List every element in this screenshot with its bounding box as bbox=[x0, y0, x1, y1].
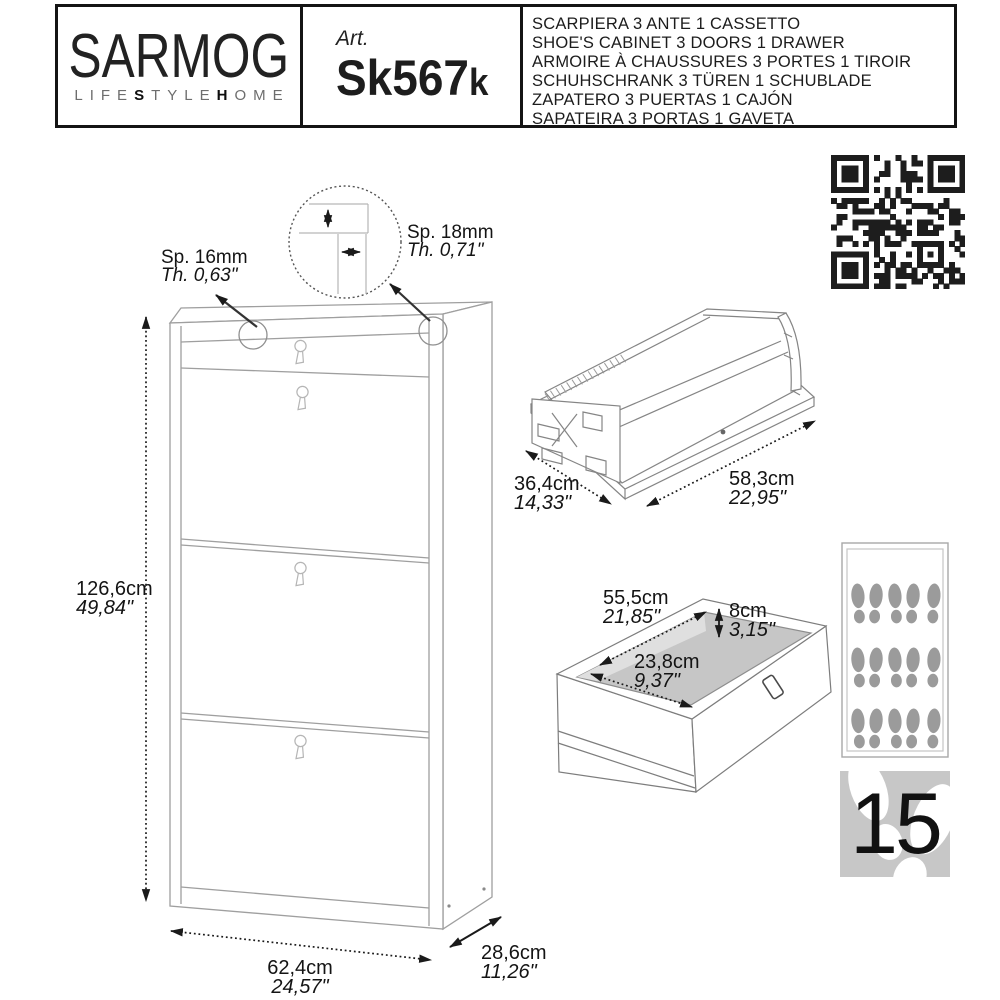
flap-depth-label bbox=[514, 475, 580, 513]
width-dim-label bbox=[246, 959, 354, 997]
width-dim-line bbox=[171, 931, 431, 960]
product-name-line: SHOE'S CABINET 3 DOORS 1 DRAWER bbox=[532, 33, 845, 52]
detail-magnifier-circle bbox=[289, 186, 401, 298]
drawer-width-metric: 55,5cm bbox=[603, 587, 669, 609]
flap-width-imperial: 22,95" bbox=[729, 487, 787, 509]
drawer-width-label bbox=[603, 589, 669, 627]
product-name-line: ARMOIRE À CHAUSSURES 3 PORTES 1 TIROIR bbox=[532, 52, 912, 71]
height-imperial: 49,84" bbox=[76, 597, 134, 619]
drawer-height-label bbox=[729, 602, 775, 640]
thickness-16-label bbox=[161, 249, 248, 284]
thickness-16-metric: Sp. 16mm bbox=[161, 247, 248, 268]
capacity-count: 15 bbox=[850, 775, 940, 872]
width-imperial: 24,57" bbox=[271, 976, 329, 998]
flap-width-metric: 58,3cm bbox=[729, 468, 795, 490]
drawer-drawing bbox=[557, 599, 831, 792]
cabinet-front-face bbox=[170, 314, 443, 929]
product-name-line: SAPATEIRA 3 PORTAS 1 GAVETA bbox=[532, 109, 795, 128]
article-code-main: Sk567 bbox=[336, 50, 470, 106]
thickness-18-imperial: Th. 0,71" bbox=[407, 239, 484, 261]
height-dim-label bbox=[76, 580, 153, 618]
width-metric: 62,4cm bbox=[267, 957, 333, 979]
product-name-line: SCARPIERA 3 ANTE 1 CASSETTO bbox=[532, 15, 801, 33]
thickness-18-metric: Sp. 18mm bbox=[407, 222, 494, 243]
drawer-depth-imperial: 9,37" bbox=[634, 670, 681, 692]
capacity-panel bbox=[842, 543, 948, 757]
depth-imperial: 11,26" bbox=[481, 961, 537, 983]
brand-name: SARMOG bbox=[68, 21, 290, 91]
drawer-height-imperial: 3,15" bbox=[729, 619, 776, 641]
tagline-segment: H bbox=[216, 86, 235, 104]
height-metric: 126,6cm bbox=[76, 578, 153, 600]
tagline-segment: LIFE bbox=[74, 86, 135, 104]
product-name-line: SCHUHSCHRANK 3 TÜREN 1 SCHUBLADE bbox=[532, 71, 872, 90]
thickness-18-label bbox=[407, 224, 494, 259]
flap-width-label bbox=[729, 470, 795, 508]
depth-dim-label bbox=[481, 944, 547, 982]
article-code-suffix: k bbox=[469, 62, 489, 104]
drawer-width-imperial: 21,85" bbox=[603, 606, 661, 628]
flap-depth-metric: 36,4cm bbox=[514, 473, 580, 495]
depth-metric: 28,6cm bbox=[481, 942, 547, 964]
flap-left-panel bbox=[532, 399, 620, 483]
drawer-depth-label bbox=[634, 653, 700, 691]
drawer-height-metric: 8cm bbox=[729, 600, 767, 622]
tagline-segment: TYLE bbox=[151, 86, 217, 104]
cabinet-side-face bbox=[443, 302, 492, 929]
drawer-depth-metric: 23,8cm bbox=[634, 651, 700, 673]
tagline-segment: OME bbox=[234, 86, 290, 104]
product-name-line: ZAPATERO 3 PUERTAS 1 CAJÓN bbox=[532, 90, 793, 109]
cabinet-drawing bbox=[170, 302, 492, 929]
thickness-16-imperial: Th. 0,63" bbox=[161, 264, 238, 286]
flap-depth-imperial: 14,33" bbox=[514, 492, 572, 514]
tagline-segment: S bbox=[134, 86, 152, 104]
article-label: Art. bbox=[336, 27, 369, 50]
